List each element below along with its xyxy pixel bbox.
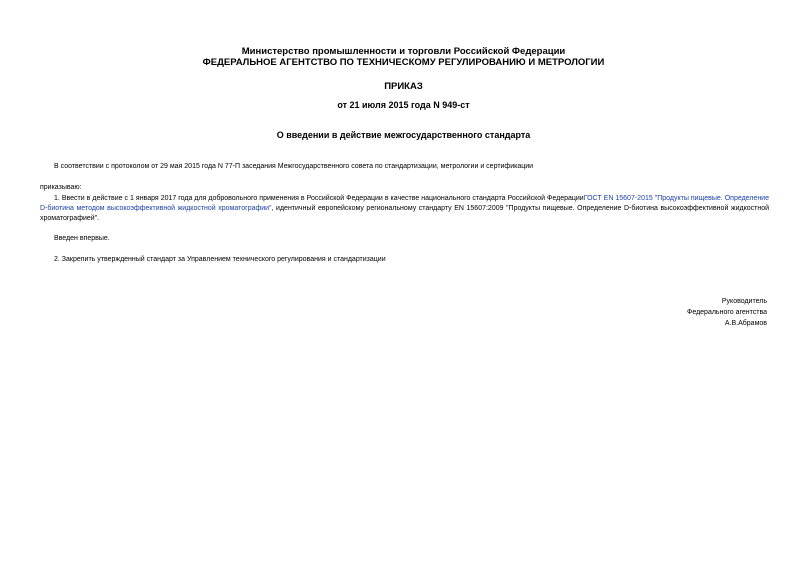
item-1-paragraph [40,194,769,224]
ministry-name: Министерство промышленности и торговли Российской Федерации [241,46,566,57]
order-title: ПРИКАЗ [384,81,423,92]
basis-paragraph: В соответствии с протоколом от 29 мая 2015 года N 77-П заседания Межгосударственного совета по стандартизации, метрологии и сертификации [54,163,534,170]
item-2-paragraph: 2. Закрепить утвержденный стандарт за Управлением технического регулирования и стандартизации [54,256,386,263]
item-1-text-after: , идентичный европейскому региональному стандарту EN 15607:2009 "Продукты пищевые. Определение D-биотина высокоэффективной жидкостной хроматографией". [40,205,770,222]
signature-organization: Федерального агентства [687,309,767,316]
item-1-text-before: 1. Ввести в действие с 1 января 2017 года для добровольного применения в Российской Федерации в качестве национального стандарта Российской Федерации [54,195,584,202]
order-date: от 21 июля 2015 года N 949-ст [337,100,470,110]
first-time-note: Введен впервые. [54,235,110,242]
order-subject: О введении в действие межгосударственного стандарта [276,130,531,140]
standard-link[interactable]: ГОСТ EN 15607-2015 "Продукты пищевые. Определение D-биотина методом высокоэффективной жидкостной хроматографии" [40,195,769,212]
order-word: приказываю: [40,184,82,191]
signature-name: А.В.Абрамов [724,320,767,327]
signature-position: Руководитель [721,298,767,305]
signature-block [687,296,767,329]
agency-name: ФЕДЕРАЛЬНОЕ АГЕНТСТВО ПО ТЕХНИЧЕСКОМУ РЕГУЛИРОВАНИЮ И МЕТРОЛОГИИ [202,57,605,68]
document-header [40,46,767,68]
